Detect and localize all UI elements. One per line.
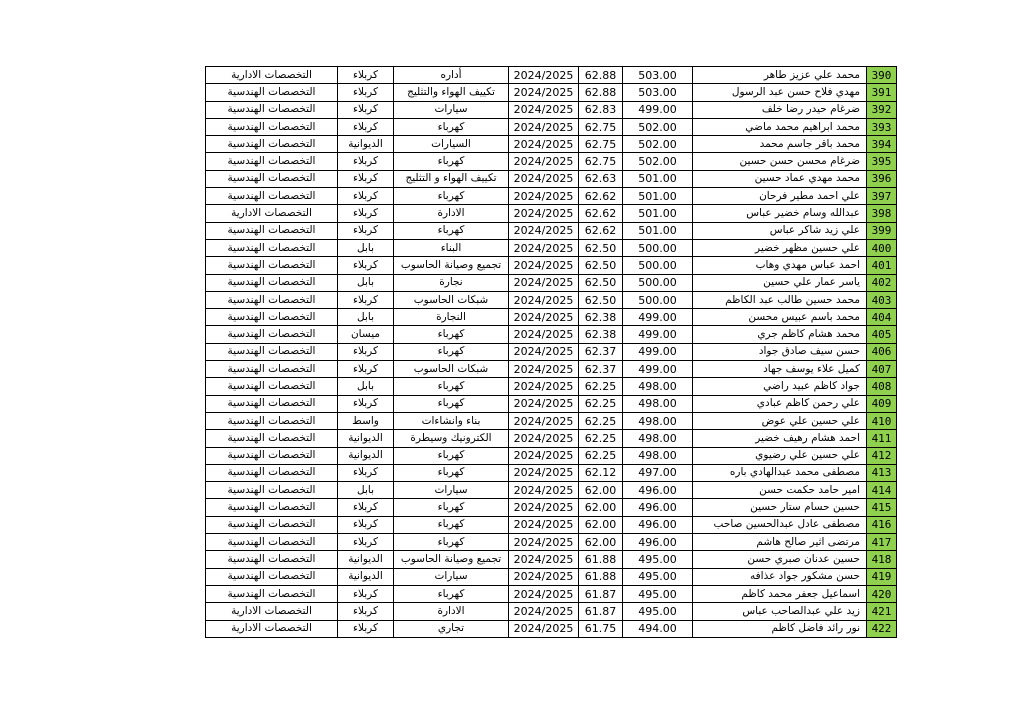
academic-year-cell: 2024/2025 (509, 430, 579, 447)
specialization-cell: كهرباء (394, 153, 509, 170)
table-row (206, 239, 897, 256)
branch-cell: التخصصات الهندسية (206, 447, 338, 464)
student-name-cell: ضرغام حيدر رضا خلف (693, 101, 867, 118)
average-score-cell: 62.25 (579, 447, 623, 464)
total-score-cell: 500.00 (623, 257, 693, 274)
total-score-cell: 496.00 (623, 482, 693, 499)
student-name-cell: احمد هشام رهيف خضير (693, 430, 867, 447)
total-score-cell: 498.00 (623, 447, 693, 464)
student-name-cell: ياسر عمار علي حسين (693, 274, 867, 291)
average-score-cell: 62.88 (579, 84, 623, 101)
total-score-cell: 498.00 (623, 378, 693, 395)
academic-year-cell: 2024/2025 (509, 291, 579, 308)
table-row (206, 620, 897, 637)
specialization-cell: النجارة (394, 309, 509, 326)
average-score-cell: 62.25 (579, 395, 623, 412)
row-number-cell: 417 (867, 534, 897, 551)
student-name-cell: مرتضى اثير صالح هاشم (693, 534, 867, 551)
total-score-cell: 502.00 (623, 118, 693, 135)
table-row (206, 170, 897, 187)
specialization-cell: سيارات (394, 482, 509, 499)
student-name-cell: محمد هشام كاظم جري (693, 326, 867, 343)
average-score-cell: 62.50 (579, 274, 623, 291)
branch-cell: التخصصات الهندسية (206, 430, 338, 447)
specialization-cell: كهرباء (394, 585, 509, 602)
student-name-cell: علي حسين علي عوض (693, 412, 867, 429)
average-score-cell: 62.83 (579, 101, 623, 118)
branch-cell: التخصصات الهندسية (206, 412, 338, 429)
student-name-cell: محمد باسم عبيس محسن (693, 309, 867, 326)
academic-year-cell: 2024/2025 (509, 257, 579, 274)
branch-cell: التخصصات الهندسية (206, 170, 338, 187)
specialization-cell: كهرباء (394, 118, 509, 135)
total-score-cell: 502.00 (623, 153, 693, 170)
province-cell: بابل (338, 482, 394, 499)
branch-cell: التخصصات الادارية (206, 67, 338, 84)
table-row (206, 516, 897, 533)
average-score-cell: 62.50 (579, 239, 623, 256)
total-score-cell: 494.00 (623, 620, 693, 637)
branch-cell: التخصصات الهندسية (206, 464, 338, 481)
student-name-cell: ضرغام محسن حسن حسين (693, 153, 867, 170)
academic-year-cell: 2024/2025 (509, 447, 579, 464)
average-score-cell: 62.37 (579, 343, 623, 360)
student-name-cell: اسماعيل جعفر محمد كاظم (693, 585, 867, 602)
academic-year-cell: 2024/2025 (509, 274, 579, 291)
province-cell: كربلاء (338, 361, 394, 378)
academic-year-cell: 2024/2025 (509, 67, 579, 84)
average-score-cell: 62.88 (579, 67, 623, 84)
student-name-cell: كميل علاء يوسف جهاد (693, 361, 867, 378)
student-name-cell: حسين حسام ستار حسين (693, 499, 867, 516)
total-score-cell: 501.00 (623, 170, 693, 187)
province-cell: كربلاء (338, 222, 394, 239)
academic-year-cell: 2024/2025 (509, 84, 579, 101)
row-number-cell: 419 (867, 568, 897, 585)
province-cell: كربلاء (338, 499, 394, 516)
total-score-cell: 500.00 (623, 274, 693, 291)
specialization-cell: تجميع وصيانة الحاسوب (394, 551, 509, 568)
academic-year-cell: 2024/2025 (509, 136, 579, 153)
row-number-cell: 392 (867, 101, 897, 118)
specialization-cell: كهرباء (394, 534, 509, 551)
branch-cell: التخصصات الهندسية (206, 188, 338, 205)
average-score-cell: 62.63 (579, 170, 623, 187)
table-row (206, 343, 897, 360)
average-score-cell: 62.75 (579, 153, 623, 170)
total-score-cell: 498.00 (623, 430, 693, 447)
table-row (206, 188, 897, 205)
province-cell: الديوانية (338, 430, 394, 447)
province-cell: كربلاء (338, 395, 394, 412)
row-number-cell: 391 (867, 84, 897, 101)
province-cell: كربلاء (338, 257, 394, 274)
total-score-cell: 503.00 (623, 67, 693, 84)
row-number-cell: 411 (867, 430, 897, 447)
average-score-cell: 61.88 (579, 568, 623, 585)
province-cell: كربلاء (338, 343, 394, 360)
specialization-cell: كهرباء (394, 222, 509, 239)
specialization-cell: كهرباء (394, 188, 509, 205)
row-number-cell: 405 (867, 326, 897, 343)
province-cell: بابل (338, 378, 394, 395)
student-name-cell: محمد حسين طالب عبد الكاظم (693, 291, 867, 308)
branch-cell: التخصصات الادارية (206, 620, 338, 637)
province-cell: بابل (338, 309, 394, 326)
specialization-cell: شبكات الحاسوب (394, 291, 509, 308)
row-number-cell: 401 (867, 257, 897, 274)
province-cell: الديوانية (338, 568, 394, 585)
province-cell: كربلاء (338, 101, 394, 118)
branch-cell: التخصصات الهندسية (206, 274, 338, 291)
table-row (206, 499, 897, 516)
branch-cell: التخصصات الادارية (206, 205, 338, 222)
table-row (206, 222, 897, 239)
specialization-cell: البناء (394, 239, 509, 256)
row-number-cell: 403 (867, 291, 897, 308)
average-score-cell: 62.62 (579, 222, 623, 239)
province-cell: كربلاء (338, 67, 394, 84)
branch-cell: التخصصات الهندسية (206, 378, 338, 395)
table-row (206, 585, 897, 602)
average-score-cell: 62.00 (579, 499, 623, 516)
student-name-cell: احمد عباس مهدي وهاب (693, 257, 867, 274)
total-score-cell: 495.00 (623, 603, 693, 620)
total-score-cell: 501.00 (623, 205, 693, 222)
table-row (206, 101, 897, 118)
academic-year-cell: 2024/2025 (509, 239, 579, 256)
results-table (205, 66, 897, 638)
average-score-cell: 61.75 (579, 620, 623, 637)
branch-cell: التخصصات الهندسية (206, 499, 338, 516)
row-number-cell: 404 (867, 309, 897, 326)
specialization-cell: كهرباء (394, 395, 509, 412)
academic-year-cell: 2024/2025 (509, 620, 579, 637)
total-score-cell: 499.00 (623, 101, 693, 118)
row-number-cell: 408 (867, 378, 897, 395)
specialization-cell: كهرباء (394, 343, 509, 360)
table-row (206, 464, 897, 481)
branch-cell: التخصصات الهندسية (206, 568, 338, 585)
total-score-cell: 500.00 (623, 239, 693, 256)
student-name-cell: زيد علي عبدالصاحب عباس (693, 603, 867, 620)
academic-year-cell: 2024/2025 (509, 603, 579, 620)
specialization-cell: شبكات الحاسوب (394, 361, 509, 378)
table-row (206, 395, 897, 412)
academic-year-cell: 2024/2025 (509, 499, 579, 516)
row-number-cell: 407 (867, 361, 897, 378)
province-cell: الديوانية (338, 136, 394, 153)
table-row (206, 118, 897, 135)
total-score-cell: 495.00 (623, 568, 693, 585)
academic-year-cell: 2024/2025 (509, 361, 579, 378)
total-score-cell: 498.00 (623, 412, 693, 429)
branch-cell: التخصصات الهندسية (206, 534, 338, 551)
province-cell: كربلاء (338, 464, 394, 481)
student-name-cell: محمد ابراهيم محمد ماضي (693, 118, 867, 135)
total-score-cell: 499.00 (623, 326, 693, 343)
student-name-cell: مهدي فلاح حسن عبد الرسول (693, 84, 867, 101)
student-name-cell: امير حامد حكمت حسن (693, 482, 867, 499)
branch-cell: التخصصات الهندسية (206, 361, 338, 378)
total-score-cell: 503.00 (623, 84, 693, 101)
average-score-cell: 62.00 (579, 534, 623, 551)
specialization-cell: سيارات (394, 568, 509, 585)
row-number-cell: 420 (867, 585, 897, 602)
row-number-cell: 410 (867, 412, 897, 429)
student-name-cell: حسن سيف صادق جواد (693, 343, 867, 360)
specialization-cell: السيارات (394, 136, 509, 153)
specialization-cell: سيارات (394, 101, 509, 118)
specialization-cell: كهرباء (394, 447, 509, 464)
branch-cell: التخصصات الهندسية (206, 309, 338, 326)
row-number-cell: 412 (867, 447, 897, 464)
total-score-cell: 499.00 (623, 343, 693, 360)
branch-cell: التخصصات الهندسية (206, 395, 338, 412)
branch-cell: التخصصات الهندسية (206, 482, 338, 499)
province-cell: كربلاء (338, 153, 394, 170)
specialization-cell: كهرباء (394, 464, 509, 481)
row-number-cell: 400 (867, 239, 897, 256)
row-number-cell: 418 (867, 551, 897, 568)
student-name-cell: نور رائد فاضل كاظم (693, 620, 867, 637)
total-score-cell: 497.00 (623, 464, 693, 481)
branch-cell: التخصصات الهندسية (206, 239, 338, 256)
table-row (206, 257, 897, 274)
total-score-cell: 495.00 (623, 551, 693, 568)
specialization-cell: الادارة (394, 603, 509, 620)
province-cell: الديوانية (338, 551, 394, 568)
average-score-cell: 62.50 (579, 291, 623, 308)
total-score-cell: 495.00 (623, 585, 693, 602)
branch-cell: التخصصات الهندسية (206, 551, 338, 568)
branch-cell: التخصصات الهندسية (206, 343, 338, 360)
student-name-cell: حسين عدنان صبري حسن (693, 551, 867, 568)
student-name-cell: علي حسين مظهر خضير (693, 239, 867, 256)
province-cell: كربلاء (338, 603, 394, 620)
table-row (206, 482, 897, 499)
academic-year-cell: 2024/2025 (509, 205, 579, 222)
total-score-cell: 496.00 (623, 499, 693, 516)
branch-cell: التخصصات الهندسية (206, 84, 338, 101)
student-name-cell: علي رحمن كاظم عبادي (693, 395, 867, 412)
average-score-cell: 62.37 (579, 361, 623, 378)
province-cell: كربلاء (338, 170, 394, 187)
academic-year-cell: 2024/2025 (509, 516, 579, 533)
province-cell: كربلاء (338, 118, 394, 135)
specialization-cell: أداره (394, 67, 509, 84)
average-score-cell: 61.87 (579, 585, 623, 602)
total-score-cell: 501.00 (623, 188, 693, 205)
table-row (206, 274, 897, 291)
average-score-cell: 62.00 (579, 516, 623, 533)
specialization-cell: كهرباء (394, 326, 509, 343)
table-row (206, 326, 897, 343)
province-cell: كربلاء (338, 188, 394, 205)
academic-year-cell: 2024/2025 (509, 101, 579, 118)
academic-year-cell: 2024/2025 (509, 534, 579, 551)
student-name-cell: مصطفى عادل عبدالحسين صاحب (693, 516, 867, 533)
branch-cell: التخصصات الهندسية (206, 153, 338, 170)
table-row (206, 430, 897, 447)
table-row (206, 551, 897, 568)
specialization-cell: الكترونيك وسيطرة (394, 430, 509, 447)
total-score-cell: 496.00 (623, 534, 693, 551)
table-body (206, 67, 897, 638)
student-name-cell: محمد علي عزيز طاهر (693, 67, 867, 84)
branch-cell: التخصصات الهندسية (206, 222, 338, 239)
average-score-cell: 62.62 (579, 205, 623, 222)
academic-year-cell: 2024/2025 (509, 188, 579, 205)
total-score-cell: 499.00 (623, 361, 693, 378)
total-score-cell: 498.00 (623, 395, 693, 412)
province-cell: ميسان (338, 326, 394, 343)
academic-year-cell: 2024/2025 (509, 568, 579, 585)
student-name-cell: محمد مهدي عماد حسين (693, 170, 867, 187)
specialization-cell: تجميع وصيانة الحاسوب (394, 257, 509, 274)
table-row (206, 153, 897, 170)
average-score-cell: 62.25 (579, 378, 623, 395)
total-score-cell: 496.00 (623, 516, 693, 533)
table-row (206, 136, 897, 153)
specialization-cell: تجاري (394, 620, 509, 637)
average-score-cell: 62.25 (579, 430, 623, 447)
average-score-cell: 62.62 (579, 188, 623, 205)
row-number-cell: 421 (867, 603, 897, 620)
average-score-cell: 62.75 (579, 118, 623, 135)
province-cell: بابل (338, 274, 394, 291)
average-score-cell: 61.88 (579, 551, 623, 568)
row-number-cell: 397 (867, 188, 897, 205)
branch-cell: التخصصات الهندسية (206, 136, 338, 153)
table-row (206, 447, 897, 464)
student-name-cell: عبدالله وسام خضير عباس (693, 205, 867, 222)
row-number-cell: 398 (867, 205, 897, 222)
student-name-cell: جواد كاظم عبيد راضي (693, 378, 867, 395)
table-row (206, 361, 897, 378)
row-number-cell: 414 (867, 482, 897, 499)
total-score-cell: 499.00 (623, 309, 693, 326)
province-cell: بابل (338, 239, 394, 256)
specialization-cell: الادارة (394, 205, 509, 222)
table-row (206, 84, 897, 101)
table-row (206, 309, 897, 326)
branch-cell: التخصصات الهندسية (206, 326, 338, 343)
student-name-cell: محمد باقر جاسم محمد (693, 136, 867, 153)
specialization-cell: نجارة (394, 274, 509, 291)
row-number-cell: 409 (867, 395, 897, 412)
specialization-cell: كهرباء (394, 499, 509, 516)
branch-cell: التخصصات الهندسية (206, 585, 338, 602)
province-cell: واسط (338, 412, 394, 429)
branch-cell: التخصصات الهندسية (206, 101, 338, 118)
province-cell: الديوانية (338, 447, 394, 464)
total-score-cell: 501.00 (623, 222, 693, 239)
total-score-cell: 500.00 (623, 291, 693, 308)
row-number-cell: 416 (867, 516, 897, 533)
specialization-cell: بناء وانشاءات (394, 412, 509, 429)
row-number-cell: 395 (867, 153, 897, 170)
row-number-cell: 394 (867, 136, 897, 153)
academic-year-cell: 2024/2025 (509, 378, 579, 395)
student-name-cell: علي زيد شاكر عباس (693, 222, 867, 239)
table-row (206, 568, 897, 585)
student-name-cell: علي احمد مطير فرحان (693, 188, 867, 205)
province-cell: كربلاء (338, 534, 394, 551)
row-number-cell: 399 (867, 222, 897, 239)
academic-year-cell: 2024/2025 (509, 395, 579, 412)
academic-year-cell: 2024/2025 (509, 153, 579, 170)
branch-cell: التخصصات الهندسية (206, 291, 338, 308)
specialization-cell: تكييف الهواء والتثليج (394, 84, 509, 101)
academic-year-cell: 2024/2025 (509, 482, 579, 499)
table-row (206, 534, 897, 551)
row-number-cell: 413 (867, 464, 897, 481)
average-score-cell: 62.12 (579, 464, 623, 481)
province-cell: كربلاء (338, 205, 394, 222)
average-score-cell: 62.50 (579, 257, 623, 274)
row-number-cell: 390 (867, 67, 897, 84)
province-cell: كربلاء (338, 291, 394, 308)
average-score-cell: 62.75 (579, 136, 623, 153)
specialization-cell: كهرباء (394, 378, 509, 395)
average-score-cell: 61.87 (579, 603, 623, 620)
academic-year-cell: 2024/2025 (509, 309, 579, 326)
province-cell: كربلاء (338, 585, 394, 602)
student-name-cell: مصطفى محمد عبدالهادي باره (693, 464, 867, 481)
specialization-cell: كهرباء (394, 516, 509, 533)
row-number-cell: 396 (867, 170, 897, 187)
student-name-cell: حسن مشكور جواد عذافه (693, 568, 867, 585)
table-row (206, 205, 897, 222)
academic-year-cell: 2024/2025 (509, 551, 579, 568)
average-score-cell: 62.38 (579, 326, 623, 343)
academic-year-cell: 2024/2025 (509, 170, 579, 187)
row-number-cell: 402 (867, 274, 897, 291)
total-score-cell: 502.00 (623, 136, 693, 153)
table-row (206, 412, 897, 429)
academic-year-cell: 2024/2025 (509, 118, 579, 135)
branch-cell: التخصصات الادارية (206, 603, 338, 620)
academic-year-cell: 2024/2025 (509, 585, 579, 602)
row-number-cell: 415 (867, 499, 897, 516)
academic-year-cell: 2024/2025 (509, 326, 579, 343)
row-number-cell: 393 (867, 118, 897, 135)
academic-year-cell: 2024/2025 (509, 464, 579, 481)
academic-year-cell: 2024/2025 (509, 412, 579, 429)
row-number-cell: 406 (867, 343, 897, 360)
table-row (206, 603, 897, 620)
academic-year-cell: 2024/2025 (509, 343, 579, 360)
average-score-cell: 62.38 (579, 309, 623, 326)
row-number-cell: 422 (867, 620, 897, 637)
average-score-cell: 62.00 (579, 482, 623, 499)
branch-cell: التخصصات الهندسية (206, 257, 338, 274)
average-score-cell: 62.25 (579, 412, 623, 429)
specialization-cell: تكييف الهواء و التثليج (394, 170, 509, 187)
branch-cell: التخصصات الهندسية (206, 118, 338, 135)
province-cell: كربلاء (338, 516, 394, 533)
branch-cell: التخصصات الهندسية (206, 516, 338, 533)
table-row (206, 378, 897, 395)
table-row (206, 291, 897, 308)
table-row (206, 67, 897, 84)
province-cell: كربلاء (338, 620, 394, 637)
student-name-cell: علي حسين علي رضيوي (693, 447, 867, 464)
academic-year-cell: 2024/2025 (509, 222, 579, 239)
province-cell: كربلاء (338, 84, 394, 101)
